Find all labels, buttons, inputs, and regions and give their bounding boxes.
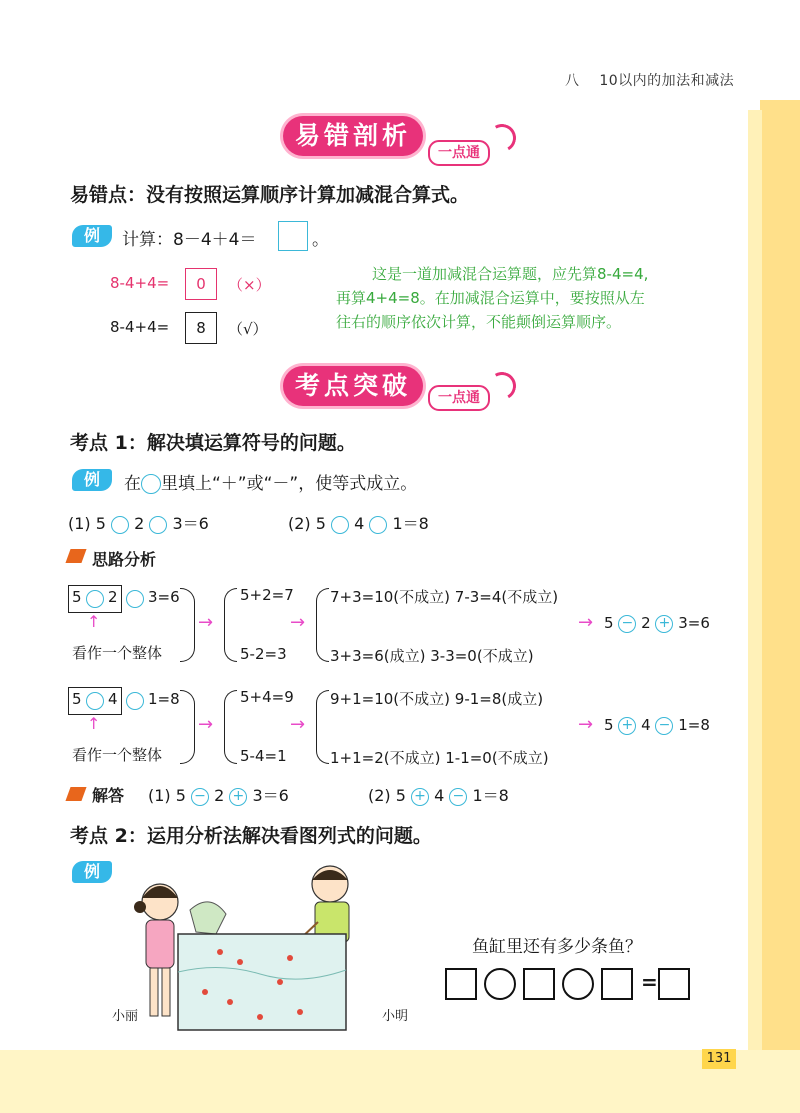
page-number: 131 xyxy=(702,1049,736,1069)
right-answer-box: 8 xyxy=(185,312,217,344)
blank-circle-icon xyxy=(126,590,144,608)
banner-title: 考点突破 xyxy=(294,371,411,400)
answer-title: 解答 xyxy=(92,786,125,805)
answer-box xyxy=(278,221,308,251)
right-expression: 8-4+4= xyxy=(110,318,170,336)
right-brace xyxy=(180,690,195,764)
right-arrow-icon: → xyxy=(198,714,214,735)
answer-box xyxy=(658,968,690,1000)
row1-case1: 7+3=10(不成立) 7-3=4(不成立) xyxy=(330,588,559,606)
up-arrow-icon: ↑ xyxy=(87,612,101,631)
result-a: 5 xyxy=(604,716,614,734)
left-brace xyxy=(316,588,329,662)
wrong-answer-box: 0 xyxy=(185,268,217,300)
answer-2 xyxy=(368,783,509,806)
answer-box xyxy=(523,968,555,1000)
row2-b: 4 xyxy=(108,690,118,708)
chapter-title: 10以内的加法和减法 xyxy=(599,73,735,89)
banner-title: 易错剖析 xyxy=(294,121,411,150)
result-b: 4 xyxy=(641,716,651,734)
blank-circle-icon xyxy=(126,692,144,710)
banner-tag: 一点通 xyxy=(428,140,490,166)
ans2-start: (2) 5 xyxy=(368,786,406,805)
minus-circle-icon: − xyxy=(191,788,209,806)
plus-circle-icon: + xyxy=(229,788,247,806)
blank-circle-icon xyxy=(86,692,104,710)
result-b: 2 xyxy=(641,614,651,632)
row1-note: 看作一个整体 xyxy=(72,644,163,662)
example-badge: 例 xyxy=(72,225,112,247)
equals-sign: = xyxy=(641,970,658,994)
blank-circle-icon xyxy=(149,516,167,534)
blank-circle-icon xyxy=(111,516,129,534)
minus-circle-icon: − xyxy=(655,717,673,735)
example-badge: 例 xyxy=(72,469,112,491)
left-brace xyxy=(224,588,237,662)
right-arrow-icon: → xyxy=(290,714,306,735)
pencil-icon xyxy=(65,549,86,563)
problem-end: 。 xyxy=(312,230,329,250)
row2-case1: 9+1=10(不成立) 9-1=8(成立) xyxy=(330,690,544,708)
row1-c: 3=6 xyxy=(148,588,180,606)
q2-end: 1＝8 xyxy=(392,514,429,533)
boy-name: 小明 xyxy=(382,1009,409,1024)
ans1-start: (1) 5 xyxy=(148,786,186,805)
row1-case2: 3+3=6(成立) 3-3=0(不成立) xyxy=(330,647,534,665)
ans2-mid: 4 xyxy=(434,786,445,805)
row1-b: 2 xyxy=(108,588,118,606)
point1-heading: 考点 1：解决填运算符号的问题。 xyxy=(70,432,356,454)
row2-a: 5 xyxy=(72,690,82,708)
question-1 xyxy=(68,511,209,534)
operator-circle xyxy=(484,968,516,1000)
plus-circle-icon: + xyxy=(655,615,673,633)
result-a: 5 xyxy=(604,614,614,632)
plus-circle-icon: + xyxy=(618,717,636,735)
right-brace xyxy=(180,588,195,662)
row2-note: 看作一个整体 xyxy=(72,746,163,764)
right-arrow-icon: → xyxy=(290,612,306,633)
row1-minus: 5-2=3 xyxy=(240,645,287,663)
right-arrow-icon: → xyxy=(578,612,594,633)
page-edge-inner xyxy=(748,110,762,1113)
blank-circle-icon xyxy=(141,474,161,494)
row2-result xyxy=(604,716,710,735)
q1-start: (1) 5 xyxy=(68,514,106,533)
operator-circle xyxy=(562,968,594,1000)
left-brace xyxy=(316,690,329,764)
right-arrow-icon: → xyxy=(198,612,214,633)
q1-mid: 2 xyxy=(134,514,145,533)
q2-mid: 4 xyxy=(354,514,365,533)
q2-start: (2) 5 xyxy=(288,514,326,533)
problem-text: 计算：8－4＋4＝ xyxy=(122,230,257,250)
banner-tag: 一点通 xyxy=(428,385,490,411)
row1-result xyxy=(604,614,710,633)
error-note xyxy=(336,262,736,334)
instruction-rest: 里填上“＋”或“－”，使等式成立。 xyxy=(161,474,418,494)
row2-minus: 5-4=1 xyxy=(240,747,287,765)
answer-box xyxy=(601,968,633,1000)
answer-1 xyxy=(148,783,289,806)
ans2-end: 1＝8 xyxy=(472,786,509,805)
minus-circle-icon: − xyxy=(618,615,636,633)
point2-heading: 考点 2：运用分析法解决看图列式的问题。 xyxy=(70,825,432,847)
page-bottom-edge xyxy=(0,1050,800,1113)
result-c: 3=6 xyxy=(678,614,710,632)
q1-end: 3＝6 xyxy=(172,514,209,533)
wrong-expression: 8-4+4= xyxy=(110,274,170,292)
result-c: 1=8 xyxy=(678,716,710,734)
row2-case2: 1+1=2(不成立) 1-1=0(不成立) xyxy=(330,749,549,767)
blank-circle-icon xyxy=(86,590,104,608)
note-line: 往右的顺序依次计算，不能颠倒运算顺序。 xyxy=(336,313,622,331)
question-2 xyxy=(288,511,429,534)
chapter-header xyxy=(565,70,734,90)
row2-plus: 5+4=9 xyxy=(240,688,294,706)
blank-circle-icon xyxy=(369,516,387,534)
instruction-start: 在 xyxy=(124,474,141,494)
banner-key-points xyxy=(283,366,423,406)
up-arrow-icon: ↑ xyxy=(87,714,101,733)
right-arrow-icon: → xyxy=(578,714,594,735)
girl-name: 小丽 xyxy=(112,1009,139,1024)
answer-box xyxy=(445,968,477,1000)
row2-c: 1=8 xyxy=(148,690,180,708)
example-badge: 例 xyxy=(72,861,112,883)
error-heading: 易错点：没有按照运算顺序计算加减混合算式。 xyxy=(70,184,470,206)
page-edge xyxy=(760,100,800,1113)
note-line: 这是一道加减混合运算题，应先算8-4=4, xyxy=(372,265,649,283)
banner-error-analysis xyxy=(283,116,423,156)
note-line: 再算4+4=8。在加减混合运算中，要按照从左 xyxy=(336,289,645,307)
left-brace xyxy=(224,690,237,764)
point2-question: 鱼缸里还有多少条鱼？ xyxy=(472,937,642,957)
analysis-title: 思路分析 xyxy=(92,550,157,569)
pencil-icon xyxy=(65,787,86,801)
chapter-number: 八 xyxy=(565,73,580,89)
point1-instruction xyxy=(124,469,417,494)
blank-circle-icon xyxy=(331,516,349,534)
plus-circle-icon: + xyxy=(411,788,429,806)
row1-plus: 5+2=7 xyxy=(240,586,294,604)
minus-circle-icon: − xyxy=(449,788,467,806)
ans1-end: 3＝6 xyxy=(252,786,289,805)
right-mark: （√） xyxy=(228,320,268,338)
ans1-mid: 2 xyxy=(214,786,225,805)
error-problem xyxy=(122,225,256,250)
wrong-mark: （×） xyxy=(228,276,271,294)
row1-a: 5 xyxy=(72,588,82,606)
fish-tank-illustration xyxy=(130,862,390,1042)
